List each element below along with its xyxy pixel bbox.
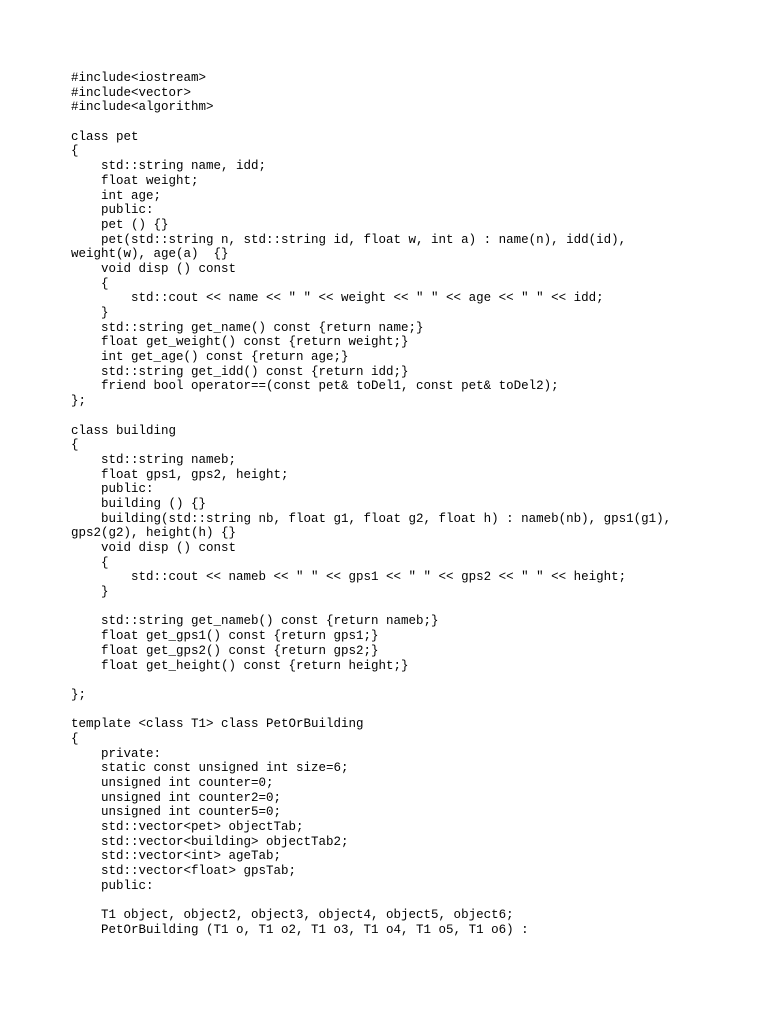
code-line: } [71,306,109,320]
code-line: float get_gps1() const {return gps1;} [71,629,379,644]
code-line: { [71,555,109,570]
code-line: std::vector<int> ageTab; [71,849,282,864]
code-line: PetOrBuilding (T1 o, T1 o2, T1 o3, T1 o4, T1 o5, T1 o6) : [71,922,529,937]
code-line: pet(std::string n, std::string id, float w, int a) : name(n), idd(id), [71,232,627,247]
code-line: std::vector<building> objectTab2; [71,834,349,849]
code-line: class building [71,423,177,438]
code-line: { [71,731,79,746]
code-line: void disp () const [71,541,237,555]
code-line: std::vector<pet> objectTab; [71,820,304,835]
code-line [71,673,711,688]
code-line: unsigned int counter=0; [71,776,274,790]
code-line: #include<iostream> [71,71,207,85]
code-line: T1 object, object2, object3, object4, object5, object6; [71,908,514,923]
code-line: weight(w), age(a) {} [71,247,229,262]
code-line: { [71,438,79,453]
code-line: std::cout << nameb << " " << gps1 << " " << gps2 << " " << height; [71,570,627,585]
code-line: float weight; [71,173,199,188]
code-line: }; [71,687,87,702]
code-line: } [71,585,109,600]
code-line: std::string get_name() const {return name;} [71,320,424,335]
code-line: #include<vector> [71,85,192,100]
code-line: { [71,276,109,291]
code-line: unsigned int counter2=0; [71,790,282,805]
code-line: std::string name, idd; [71,159,267,174]
code-line: public: [71,203,154,218]
code-line [71,115,711,130]
code-line: building(std::string nb, float g1, float g2, float h) : nameb(nb), gps1(g1), [71,511,672,526]
code-line: std::vector<float> gpsTab; [71,864,297,879]
code-line: float get_weight() const {return weight;} [71,335,409,350]
code-line: float get_gps2() const {return gps2;} [71,643,379,658]
code-line: class pet [71,129,139,144]
code-line [71,600,711,615]
code-line: std::string nameb; [71,452,237,467]
code-line: public: [71,878,154,893]
code-line [71,703,711,718]
code-line: template <class T1> class PetOrBuilding [71,717,364,732]
code-line: std::cout << name << " " << weight << " " << age << " " << idd; [71,291,604,306]
code-line: pet () {} [71,217,169,232]
code-line: public: [71,482,154,497]
code-line: std::string get_idd() const {return idd;} [71,364,409,379]
code-line: void disp () const [71,261,237,276]
code-line: float gps1, gps2, height; [71,467,289,482]
code-line: }; [71,394,87,409]
code-line [71,894,711,909]
code-line: building () {} [71,496,207,511]
code-line: friend bool operator==(const pet& toDel1, const pet& toDel2); [71,379,559,394]
code-line: float get_height() const {return height;} [71,658,409,673]
code-line: { [71,144,79,159]
code-line: gps2(g2), height(h) {} [71,526,237,541]
code-line: std::string get_nameb() const {return nameb;} [71,614,439,629]
code-document [71,71,711,938]
code-line: #include<algorithm> [71,100,214,115]
code-line [71,409,711,424]
code-line: int get_age() const {return age;} [71,350,349,365]
code-line: static const unsigned int size=6; [71,761,349,776]
code-line: unsigned int counter5=0; [71,805,282,820]
code-line: int age; [71,188,162,203]
code-line: private: [71,746,162,761]
